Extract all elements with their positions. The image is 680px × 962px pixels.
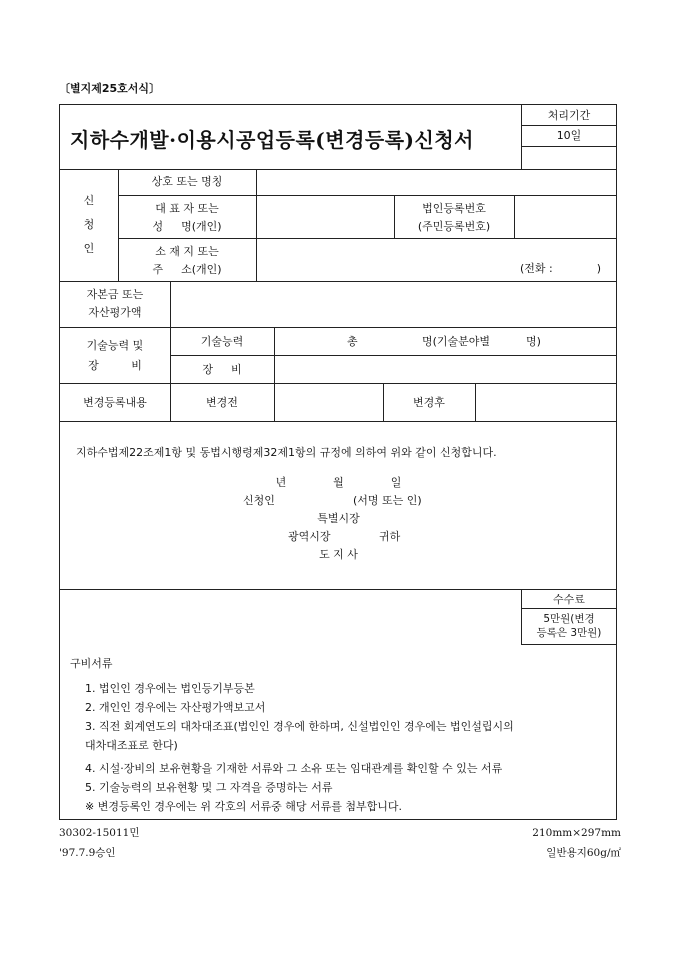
fee-label: 수수료 [553, 593, 585, 606]
processing-period-value: 10일 [556, 129, 582, 142]
address-label: 소 재 지 또는 [155, 245, 219, 258]
addressee-metro-city: 광역시장 [288, 530, 331, 543]
change-before-label: 변경전 [206, 396, 238, 409]
applicant-side-label-1: 신 [83, 194, 95, 207]
document-note: ※ 변경등록인 경우에는 위 각호의 서류중 해당 서류를 첨부합니다. [85, 800, 402, 813]
capital-label-2: 자산평가액 [88, 306, 142, 319]
tech-equip-label-2: 장 비 [88, 359, 142, 372]
form-code: 30302-15011민 [59, 827, 140, 839]
fee-amount-change: 등록은 3만원) [536, 627, 602, 639]
capital-label: 자본금 또는 [86, 288, 144, 301]
trade-name-label: 상호 또는 명칭 [151, 175, 223, 188]
honorific: 귀하 [379, 530, 401, 543]
document-item: 4. 시설·장비의 보유현황을 기재한 서류와 그 소유 또는 임대관계를 확인할 수 있는 서류 [85, 762, 503, 775]
documents-title: 구비서류 [70, 657, 113, 670]
fee-amount: 5만원(변경 [543, 613, 595, 625]
sign-or-seal: (서명 또는 인) [353, 494, 422, 507]
addressee-governor: 도 지 사 [319, 548, 358, 561]
resident-number-label: (주민등록번호) [417, 220, 491, 233]
processing-period-label: 처리기간 [547, 109, 591, 122]
tech-person-label: 명) [526, 335, 541, 348]
document-item-continued: 대차대조표로 한다) [85, 739, 178, 752]
paper-size: 210mm×297mm [532, 827, 621, 839]
equipment-label: 장 비 [202, 363, 242, 376]
phone-label: (전화 : ) [520, 262, 602, 275]
document-item: 1. 법인인 경우에는 법인등기부등본 [85, 682, 255, 695]
paper-type: 일반용지60g/㎡ [546, 847, 621, 859]
change-content-label: 변경등록내용 [83, 396, 147, 409]
date-line: 년 월 일 [275, 476, 402, 489]
form-number: 〔별지제25호서식〕 [59, 82, 161, 95]
tech-by-field-label: 명(기술분야별 [422, 335, 491, 348]
application-form [59, 104, 617, 820]
addressee-special-city: 특별시장 [317, 512, 360, 525]
corp-number-label: 법인등록번호 [422, 202, 486, 215]
representative-label-2: 성 명(개인) [152, 220, 222, 233]
change-after-label: 변경후 [413, 396, 445, 409]
applicant-side-label-2: 청 [83, 218, 95, 231]
declaration-statement: 지하수법제22조제1항 및 동법시행령제32제1항의 규정에 의하여 위와 같이 신청합니다. [76, 446, 497, 459]
representative-label: 대 표 자 또는 [155, 202, 219, 215]
address-label-2: 주 소(개인) [152, 263, 222, 276]
document-item: 3. 직전 회계연도의 대차대조표(법인인 경우에 한하며, 신설법인인 경우에는 법인설립시의 [85, 720, 514, 733]
applicant-side-label-3: 인 [83, 242, 95, 255]
document-item: 2. 개인인 경우에는 자산평가액보고서 [85, 701, 266, 714]
approval-date: '97.7.9승인 [59, 847, 116, 859]
form-title: 지하수개발·이용시공업등록(변경등록)신청서 [70, 128, 474, 152]
tech-equip-label: 기술능력 및 [86, 339, 144, 352]
tech-skill-label: 기술능력 [200, 335, 244, 348]
applicant-sign-label: 신청인 [243, 494, 275, 507]
tech-total-label: 총 [347, 335, 358, 348]
document-item: 5. 기술능력의 보유현황 및 그 자격을 증명하는 서류 [85, 781, 333, 794]
